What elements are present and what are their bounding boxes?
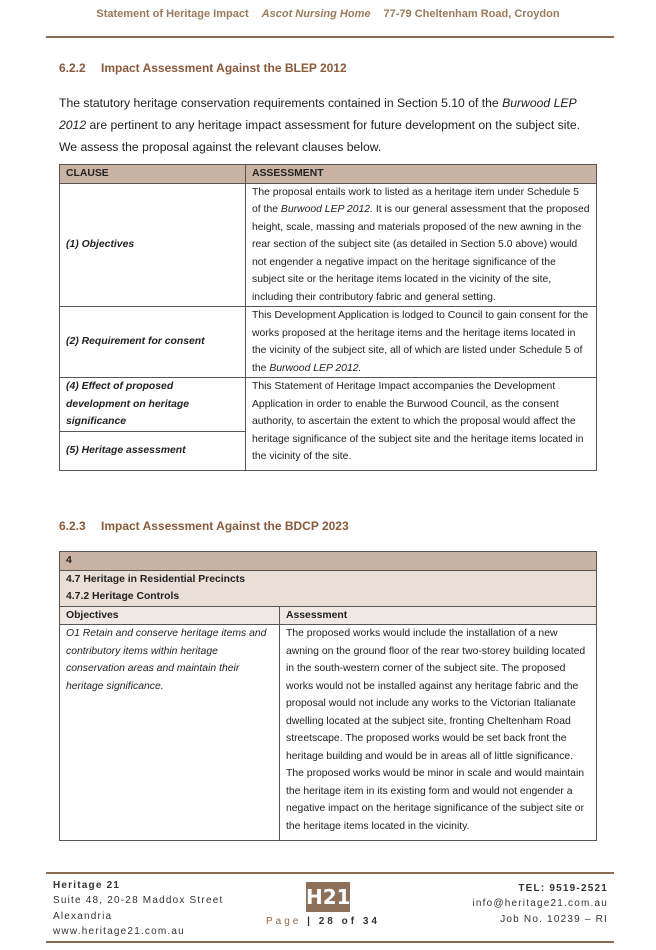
footer-address1: Suite 48, 20-28 Maddox Street xyxy=(53,895,224,907)
bdcp-controls-table xyxy=(59,551,597,841)
section-number: 6.2.3 xyxy=(59,519,86,533)
section-title: Impact Assessment Against the BLEP 2012 xyxy=(101,61,347,75)
intro-text-c: are pertinent to any heritage impact assessment for future development on the subject site. We assess the proposal against the relevant clauses below. xyxy=(59,118,580,154)
assessment-text: This Development Application is lodged to Council to gain consent for the works proposed at the heritage items and the heritage items located in the vicinity of the subject site, all of which are listed under Schedule 5 of the xyxy=(252,310,589,374)
assessment-lep: Burwood LEP 2012. xyxy=(269,362,362,374)
section-title: Impact Assessment Against the BDCP 2023 xyxy=(101,519,349,533)
table-header-row xyxy=(60,165,597,184)
page-number xyxy=(266,916,380,927)
section-number: 6.2.2 xyxy=(59,61,86,75)
section-heading-622 xyxy=(59,61,347,75)
footer-details xyxy=(472,881,608,927)
assessment-objectives xyxy=(246,183,597,307)
table-header-row xyxy=(60,606,597,625)
heading-controls: 4.7.2 Heritage Controls xyxy=(66,591,180,602)
part-number: 4 xyxy=(60,552,597,571)
footer-divider xyxy=(46,872,614,874)
assessment-o1: The proposed works would include the installation of a new awning on the ground floor of the rear two-storey building located in the south-western corner of the subject site. The proposed works would not be installed against any heritage fabric and the proposal would not include any works to the Victorian Italianate dwelling located at the subject site, fronting Cheltenham Road streetscape. The proposed works would be set back front the heritage building and would be in areas all of little significance. The proposed works would be minor in scale and would maintain the heritage item in its existing form and would not engender a negative impact on the heritage significance of the subject site or the heritage items located in the vicinity. xyxy=(280,625,597,841)
assessment-effect: This Statement of Heritage Impact accompanies the Development Application in order to enable the Burwood Council, as the consent authority, to ascertain the extent to which the proposal would affect the heritage significance of the subject site and the heritage items located in the vicinity of the site. xyxy=(246,378,597,471)
page-header xyxy=(0,8,656,20)
col-assessment: Assessment xyxy=(280,606,597,625)
col-assessment: ASSESSMENT xyxy=(246,165,597,184)
footer-email-link[interactable]: info@heritage21.com.au xyxy=(472,898,608,910)
footer-bottom-divider xyxy=(46,941,614,943)
assessment-text: The proposal entails work to listed as a heritage item under Schedule 5 of the xyxy=(252,186,579,215)
clause-objectives: (1) Objectives xyxy=(60,183,246,307)
table-row xyxy=(60,570,597,606)
col-clause: CLAUSE xyxy=(60,165,246,184)
page-separator: | xyxy=(307,916,313,927)
table-row xyxy=(60,307,597,378)
assessment-consent xyxy=(246,307,597,378)
table-row xyxy=(60,378,597,432)
header-title: Statement of Heritage Impact xyxy=(96,8,249,20)
intro-text-lep: Burwood LEP 2012 xyxy=(59,96,577,132)
header-address: 77-79 Cheltenham Road, Croydon xyxy=(383,8,560,20)
header-divider xyxy=(46,36,614,38)
footer-contact xyxy=(53,878,223,939)
blep-clause-table xyxy=(59,164,597,471)
assessment-text: It is our general assessment that the proposed height, scale, massing and materials proposed of the new awning in the rear section of the subject site (as detailed in Section 5.0 above) would not engender a negative impact on the heritage significance of the subject site or the heritage items located in the vicinity of the site, including their contributory fabric and general setting. xyxy=(252,204,590,303)
footer-tel: TEL: 9519-2521 xyxy=(518,883,608,894)
assessment-lep: Burwood LEP 2012. xyxy=(280,204,373,215)
footer-website-link[interactable]: www.heritage21.com.au xyxy=(53,925,185,937)
table-row xyxy=(60,183,597,307)
header-project: Ascot Nursing Home xyxy=(261,8,371,20)
intro-text-a: The statutory heritage conservation requirements contained in Section 5.10 of the xyxy=(59,96,503,110)
section-heading-623 xyxy=(59,519,349,533)
footer-org: Heritage 21 xyxy=(53,880,121,891)
page-word: Page xyxy=(266,916,302,927)
footer-job-number: Job No. 10239 – RI xyxy=(500,913,608,925)
heritage21-logo: H21 xyxy=(306,882,350,912)
clause-consent: (2) Requirement for consent xyxy=(60,307,246,378)
objective-o1: O1 Retain and conserve heritage items and contributory items within heritage conservation areas and maintain their heritage significance. xyxy=(60,625,280,841)
page-count: 28 of 34 xyxy=(318,916,380,927)
col-objectives: Objectives xyxy=(60,606,280,625)
clause-effect: (4) Effect of proposed development on heritage significance xyxy=(60,378,246,432)
table-row xyxy=(60,552,597,571)
intro-paragraph xyxy=(59,92,599,158)
clause-heritage-assessment: (5) Heritage assessment xyxy=(60,432,246,471)
table-row xyxy=(60,625,597,841)
heading-precincts: 4.7 Heritage in Residential Precincts xyxy=(66,573,246,585)
control-headings xyxy=(60,570,597,606)
footer-address2: Alexandria xyxy=(53,910,113,922)
